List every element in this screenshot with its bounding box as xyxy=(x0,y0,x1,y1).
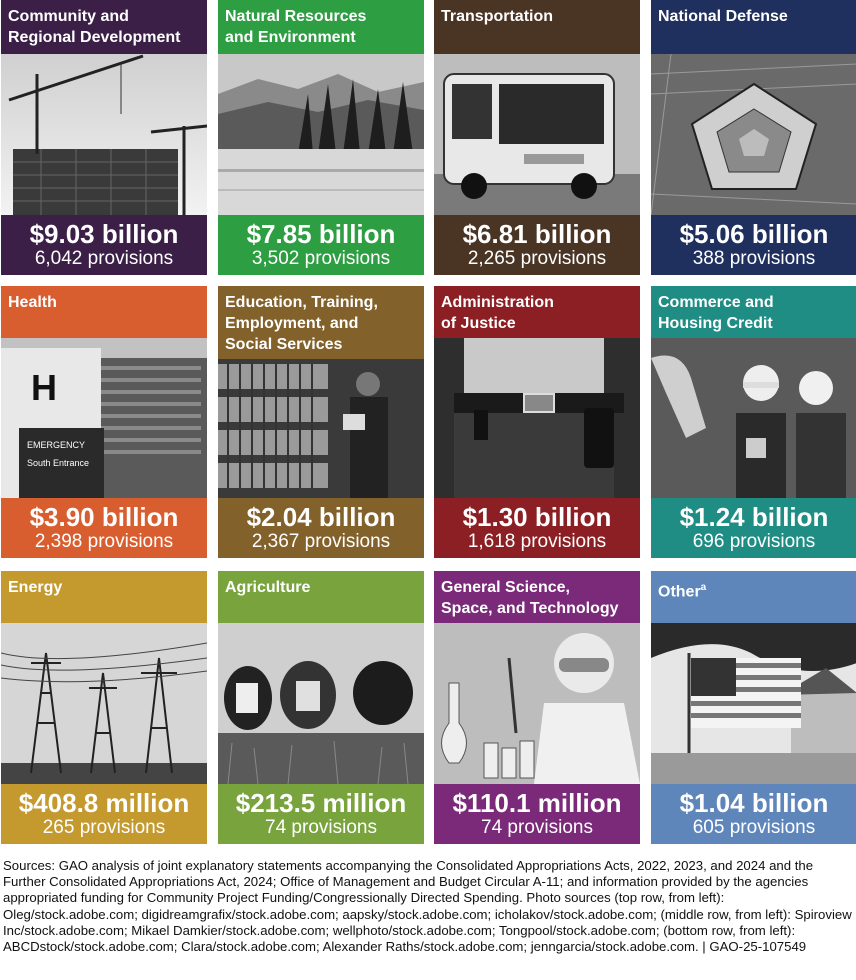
category-title-line: Administration xyxy=(441,294,554,311)
category-title-line: Energy xyxy=(8,579,63,596)
tile-commerce-housing-credit xyxy=(651,286,856,558)
category-title-line: of Justice xyxy=(441,315,516,332)
funding-amount: $6.81 billion xyxy=(462,219,612,249)
tile-other xyxy=(651,571,856,844)
police-belt-photo xyxy=(434,338,640,498)
tile-general-science-space-technology xyxy=(434,571,640,844)
category-title xyxy=(218,0,424,54)
hospital-photo xyxy=(1,338,207,498)
provision-count: 265 provisions xyxy=(42,817,166,838)
power-lines-photo xyxy=(1,623,207,784)
category-title-line: National Defense xyxy=(658,8,788,25)
funding-amount: $213.5 million xyxy=(235,788,407,818)
stat-panel xyxy=(651,215,856,275)
tile-agriculture xyxy=(218,571,424,844)
category-title-line: Health xyxy=(8,294,57,311)
category-title xyxy=(1,0,207,54)
stat-panel xyxy=(434,498,640,558)
category-title xyxy=(434,0,640,54)
funding-amount: $1.24 billion xyxy=(679,502,829,532)
provision-count: 605 provisions xyxy=(692,817,816,838)
footnote-marker: a xyxy=(700,582,707,593)
stat-panel xyxy=(1,498,207,558)
stat-panel xyxy=(1,215,207,275)
tile-national-defense xyxy=(651,0,856,275)
category-title-line: Other$^a$ xyxy=(658,582,707,601)
stat-panel xyxy=(218,498,424,558)
category-title xyxy=(651,286,856,338)
lake-forest-photo xyxy=(218,54,424,215)
stat-panel xyxy=(651,784,856,844)
funding-amount: $110.1 million xyxy=(452,788,622,818)
category-title xyxy=(651,0,856,54)
tile-administration-of-justice xyxy=(434,286,640,558)
category-title-line: Employment, and xyxy=(225,315,359,332)
tile-community-regional-development xyxy=(1,0,207,275)
american-flag-photo xyxy=(651,623,856,784)
category-title-line: General Science, xyxy=(441,579,570,596)
tile-transportation xyxy=(434,0,640,275)
stat-panel xyxy=(434,215,640,275)
cows-photo xyxy=(218,623,424,784)
bus-photo xyxy=(434,54,640,215)
sign-emergency-text: EMERGENCY xyxy=(27,440,86,450)
category-title xyxy=(1,286,207,338)
funding-amount: $408.8 million xyxy=(18,788,190,818)
category-title xyxy=(434,571,640,623)
provision-count: 696 provisions xyxy=(692,531,816,552)
provision-count: 1,618 provisions xyxy=(467,531,607,552)
library-photo xyxy=(218,359,424,498)
funding-amount: $5.06 billion xyxy=(679,219,829,249)
funding-amount: $7.85 billion xyxy=(246,219,396,249)
category-title-line: Education, Training, xyxy=(225,294,378,311)
construction-cranes-photo xyxy=(1,54,207,215)
stat-panel xyxy=(434,784,640,844)
lab-scientist-photo xyxy=(434,623,640,784)
pentagon-photo xyxy=(651,54,856,215)
stat-panel xyxy=(218,215,424,275)
stat-panel xyxy=(218,784,424,844)
category-title xyxy=(218,571,424,623)
provision-count: 6,042 provisions xyxy=(34,248,174,269)
sources-note: Sources: GAO analysis of joint explanatory statements accompanying the Consolidated Appropriations Acts, 2022, 2023, and 2024 and the Further Consolidated Appropriations Act, 2024; Office of Management and Budget Circular A-11; and information provided by the agencies appropriated funding for Community Project Funding/Congressionally Directed Spending. Photo sources (top row, from left): Oleg/stock.adobe.com; digidreamgrafix/stock.adobe.com; aapsky/stock.adobe.com; icholakov/stock.adobe.com; (middle row, from left): Spiroview Inc/stock.adobe.com; Mikael Damkier/stock.adobe.com; wellphoto/stock.adobe.com; Tongpool/stock.adobe.com; (bottom row, from left): ABCDstock/stock.adobe.com; Clara/stock.adobe.com; Alexander Raths/stock.adobe.com; jenngarcia/stock.adobe.com. | GAO-25-107549 xyxy=(3,858,852,955)
funding-amount: $3.90 billion xyxy=(29,502,179,532)
stat-panel xyxy=(651,498,856,558)
category-title xyxy=(651,571,856,623)
sign-south-entrance-text: South Entrance xyxy=(27,458,90,468)
category-title xyxy=(434,286,640,338)
funding-amount: $1.30 billion xyxy=(462,502,612,532)
category-title-line: Space, and Technology xyxy=(441,600,619,617)
category-title-line: Natural Resources xyxy=(225,8,367,25)
funding-amount: $9.03 billion xyxy=(29,219,179,249)
provision-count: 2,265 provisions xyxy=(467,248,607,269)
category-title-line: Commerce and xyxy=(658,294,774,311)
stat-panel xyxy=(1,784,207,844)
svg-text:H: H xyxy=(31,367,57,408)
category-title-line: Community and xyxy=(8,8,129,25)
provision-count: 388 provisions xyxy=(692,248,816,269)
funding-amount: $1.04 billion xyxy=(679,788,829,818)
category-title-line: Social Services xyxy=(225,336,343,353)
provision-count: 74 provisions xyxy=(265,817,377,838)
provision-count: 2,398 provisions xyxy=(34,531,174,552)
category-title-line: Transportation xyxy=(441,8,554,25)
category-title-line: Regional Development xyxy=(8,29,181,46)
category-title xyxy=(1,571,207,623)
category-title-line: Housing Credit xyxy=(658,315,773,332)
category-title xyxy=(218,286,424,359)
tile-education-training-employment xyxy=(218,286,424,558)
category-title-line: Agriculture xyxy=(225,579,311,596)
category-title-line: and Environment xyxy=(225,29,356,46)
provision-count: 3,502 provisions xyxy=(251,248,391,269)
workers-robot-photo xyxy=(651,338,856,498)
tile-energy xyxy=(1,571,207,844)
funding-amount: $2.04 billion xyxy=(246,502,396,532)
provision-count: 74 provisions xyxy=(481,817,593,838)
provision-count: 2,367 provisions xyxy=(251,531,391,552)
tile-natural-resources-environment xyxy=(218,0,424,275)
tile-health xyxy=(1,286,207,558)
